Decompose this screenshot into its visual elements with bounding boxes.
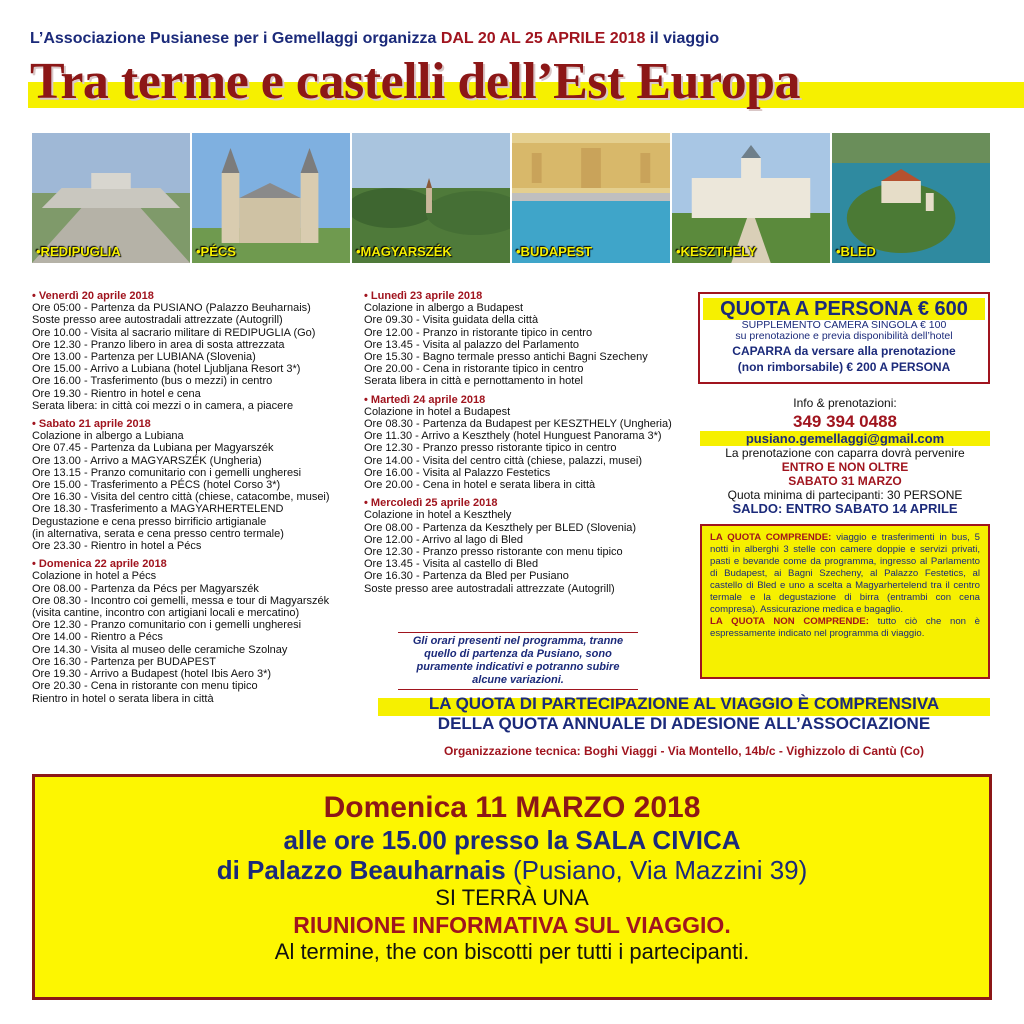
photo-label-budapest: •BUDAPEST (516, 244, 593, 259)
balance-deadline: SALDO: ENTRO SABATO 14 APRILE (732, 501, 958, 516)
email-address[interactable]: pusiano.gemellaggi@gmail.com (700, 431, 990, 446)
itinerary-line: (visita cantine, incontro con artigiani locali e mercatino) (32, 607, 300, 620)
itinerary-line: Ore 12.00 - Arrivo al lago di Bled (364, 533, 523, 546)
organizer-line: Organizzazione tecnica: Boghi Viaggi - Via Montello, 14b/c - Vighizzolo di Cantù (Co) (443, 744, 925, 758)
intro-suffix: il viaggio (649, 30, 720, 47)
info-label: Info & prenotazioni: (793, 396, 897, 410)
itinerary-line: Ore 08.00 - Partenza da Keszthely per BLED (Slovenia) (364, 521, 637, 534)
photo-label-keszthely: •KESZTHELY (676, 244, 757, 259)
includes-label: LA QUOTA COMPRENDE: (710, 532, 832, 543)
day-title: • Venerdì 20 aprile 2018 (32, 290, 154, 302)
itinerary-line: Degustazione e cena presso birrificio artigianale (32, 515, 267, 528)
itinerary-line: Colazione in albergo a Lubiana (32, 430, 184, 443)
participation-line-2: DELLA QUOTA ANNUALE DI ADESIONE ALL’ASSOCIAZIONE (437, 714, 931, 733)
includes-box (700, 524, 990, 679)
itinerary-line: Ore 14.00 - Visita del centro città (chiese, palazzi, musei) (364, 454, 642, 467)
photo-redipuglia (32, 133, 192, 263)
itinerary-line: Ore 20.30 - Cena in ristorante con menu tipico (32, 680, 258, 693)
deadline-line-2: SABATO 31 MARZO (788, 474, 902, 488)
itinerary-line: Ore 12.30 - Pranzo presso ristorante tipico in centro (364, 442, 617, 455)
meeting-date: Domenica 11 MARZO 2018 (323, 791, 701, 824)
photo-label-redipuglia: •REDIPUGLIA (36, 244, 121, 259)
itinerary-line: Colazione in albergo a Budapest (364, 302, 524, 315)
deposit-line-1: CAPARRA da versare alla prenotazione (732, 344, 956, 358)
excludes-text: tutto ciò che non è espressamente indicato nel programma di viaggio. (710, 616, 980, 639)
itinerary-line: Ore 16.30 - Partenza da Bled per Pusiano (364, 570, 569, 583)
itinerary-left-column (32, 290, 362, 705)
itinerary-line: Ore 13.00 - Arrivo a MAGYARSZÉK (Ungheria) (32, 454, 262, 467)
price-box (698, 292, 990, 384)
itinerary-line: Ore 19.30 - Rientro in hotel e cena (32, 387, 201, 400)
itinerary-line: (in alternativa, serata e cena presso centro termale) (32, 527, 284, 540)
photo-bled (832, 133, 992, 263)
itinerary-line: Ore 07.45 - Partenza da Lubiana per Magyarszék (32, 442, 274, 455)
itinerary-line: Ore 08.00 - Partenza da Pécs per Magyarszék (32, 582, 259, 595)
phone-number[interactable]: 349 394 0488 (793, 412, 897, 431)
itinerary-line: Ore 13.45 - Visita al castello di Bled (364, 558, 539, 571)
itinerary-line: Ore 08.30 - Incontro coi gemelli, messa e tour di Magyarszék (32, 594, 330, 607)
itinerary-line: Soste presso aree autostradali attrezzate (Autogrill) (364, 582, 615, 595)
itinerary-line: Ore 14.30 - Visita al museo delle ceramiche Szolnay (32, 643, 288, 656)
trip-dates: DAL 20 AL 25 APRILE 2018 (440, 30, 646, 47)
meeting-title: RIUNIONE INFORMATIVA SUL VIAGGIO. (293, 912, 731, 938)
booking-info (700, 396, 990, 516)
itinerary-line: Ore 11.30 - Arrivo a Keszthely (hotel Hunguest Panorama 3*) (364, 430, 662, 443)
itinerary-line: Ore 23.30 - Rientro in hotel a Pécs (32, 540, 202, 553)
meeting-place-name: di Palazzo Beauharnais (216, 855, 506, 885)
itinerary-line: Ore 16.30 - Partenza per BUDAPEST (32, 655, 217, 668)
itinerary-line: Ore 15.00 - Arrivo a Lubiana (hotel Ljubljana Resort 3*) (32, 363, 301, 376)
day-title: • Domenica 22 aprile 2018 (32, 558, 167, 571)
day-title: • Sabato 21 aprile 2018 (32, 418, 151, 431)
itinerary-line: Ore 15.30 - Bagno termale presso antichi Bagni Szecheny (364, 351, 648, 364)
photo-strip (32, 133, 992, 263)
itinerary-line: Ore 15.00 - Trasferimento a PÉCS (hotel Corso 3*) (32, 479, 281, 492)
participation-line-1: LA QUOTA DI PARTECIPAZIONE AL VIAGGIO È COMPRENSIVA (428, 694, 940, 713)
photo-pecs (192, 133, 352, 263)
itinerary-line: Rientro in hotel o serata libera in città (32, 692, 214, 705)
meeting-place (35, 855, 989, 885)
includes-text: viaggio e trasferimenti in bus, 5 notti in alberghi 3 stelle con camere doppie e servizi privati, pasti e bevande come da programma, ingresso al Parlamento di Budapest, ai Bagni Szecheny, al Palazzo Festetics, al castello di Bled e uno a scelta a Magyarhertelend tra il centro termale e la degustazione di birra (entrambi con cena compresa). Assicurazione medica e bagaglio. (710, 532, 980, 615)
itinerary-line: Ore 13.15 - Pranzo comunitario con i gemelli ungheresi (32, 466, 302, 479)
photo-label-pecs: •PÉCS (196, 244, 236, 259)
itinerary-line: Ore 08.30 - Partenza da Budapest per KESZTHELY (Ungheria) (364, 418, 672, 431)
itinerary-line: Serata libera: in città coi mezzi o in camera, a piacere (32, 399, 294, 412)
itinerary-line: Ore 12.30 - Pranzo comunitario con i gemelli ungheresi (32, 619, 302, 632)
itinerary-line: Ore 20.00 - Cena in hotel e serata libera in città (364, 479, 596, 492)
photo-label-bled: •BLED (836, 244, 876, 259)
excludes-label: LA QUOTA NON COMPRENDE: (710, 616, 869, 627)
itinerary-line: Ore 12.30 - Pranzo presso ristorante con menu tipico (364, 546, 623, 559)
itinerary-line: Ore 20.00 - Cena in ristorante tipico in centro (364, 363, 584, 376)
itinerary-line: Ore 10.00 - Visita al sacrario militare di REDIPUGLIA (Go) (32, 326, 316, 339)
itinerary-line: Ore 18.30 - Trasferimento a MAGYARHERTELEND (32, 503, 284, 516)
day-title: • Martedì 24 aprile 2018 (364, 393, 486, 406)
itinerary-line: Colazione in hotel a Keszthely (364, 509, 512, 522)
itinerary-line: Ore 16.30 - Visita del centro città (chiese, catacombe, musei) (32, 491, 330, 504)
meeting-time: alle ore 15.00 presso la SALA CIVICA (283, 825, 741, 855)
intro-text: L’Associazione Pusianese per i Gemellaggi organizza (30, 30, 437, 47)
itinerary-line: Ore 16.00 - Visita al Palazzo Festetics (364, 466, 551, 479)
itinerary-line: Ore 05:00 - Partenza da PUSIANO (Palazzo Beuharnais) (32, 302, 311, 315)
deposit-line-2: (non rimborsabile) € 200 A PERSONA (737, 360, 951, 374)
participation-notice (378, 694, 990, 734)
deadline-line-1: ENTRO E NON OLTRE (781, 460, 909, 474)
itinerary-right-column (364, 290, 694, 595)
itinerary-line: Ore 13.00 - Partenza per LUBIANA (Slovenia) (32, 351, 256, 364)
meeting-place-address: (Pusiano, Via Mazzini 39) (512, 855, 808, 885)
single-room-supplement: SUPPLEMENTO CAMERA SINGOLA € 100 (741, 319, 947, 331)
booking-text: La prenotazione con caparra dovrà pervenire (725, 446, 965, 460)
itinerary-line: Ore 14.00 - Rientro a Pécs (32, 631, 163, 644)
price-title: QUOTA A PERSONA € 600 (703, 298, 985, 320)
photo-budapest (512, 133, 672, 263)
itinerary-line: Ore 12.00 - Pranzo in ristorante tipico in centro (364, 326, 593, 339)
itinerary-line: Colazione in hotel a Pécs (32, 570, 157, 583)
meeting-box (32, 774, 992, 1000)
schedule-note: Gli orari presenti nel programma, tranne quello di partenza da Pusiano, sono puramente indicativi e potranno subire alcune variazioni. (398, 632, 638, 690)
itinerary-line: Ore 19.30 - Arrivo a Budapest (hotel Ibis Aero 3*) (32, 668, 272, 681)
meeting-will: SI TERRÀ UNA (435, 885, 589, 910)
itinerary-line: Ore 16.00 - Trasferimento (bus o mezzi) in centro (32, 375, 273, 388)
intro-line (30, 30, 990, 48)
itinerary-line: Soste presso aree autostradali attrezzate (Autogrill) (32, 314, 283, 327)
minimum-participants: Quota minima di partecipanti: 30 PERSONE (727, 488, 963, 502)
page-title: Tra terme e castelli dell’Est Europa (30, 53, 801, 110)
itinerary-line: Serata libera in città e pernottamento in hotel (364, 375, 583, 388)
photo-keszthely (672, 133, 832, 263)
photo-label-magyarszek: •MAGYARSZÉK (356, 244, 452, 259)
day-title: • Lunedì 23 aprile 2018 (364, 290, 483, 302)
itinerary-line: Ore 13.45 - Visita al palazzo del Parlamento (364, 338, 580, 351)
day-title: • Mercoledì 25 aprile 2018 (364, 497, 498, 510)
itinerary-line: Colazione in hotel a Budapest (364, 405, 511, 418)
itinerary-line: Ore 12.30 - Pranzo libero in area di sosta attrezzata (32, 338, 285, 351)
itinerary-line: Ore 09.30 - Visita guidata della città (364, 314, 539, 327)
photo-magyarszek (352, 133, 512, 263)
single-room-note: su prenotazione e previa disponibilità dell’hotel (735, 330, 953, 342)
meeting-closing: Al termine, the con biscotti per tutti i partecipanti. (274, 939, 750, 964)
